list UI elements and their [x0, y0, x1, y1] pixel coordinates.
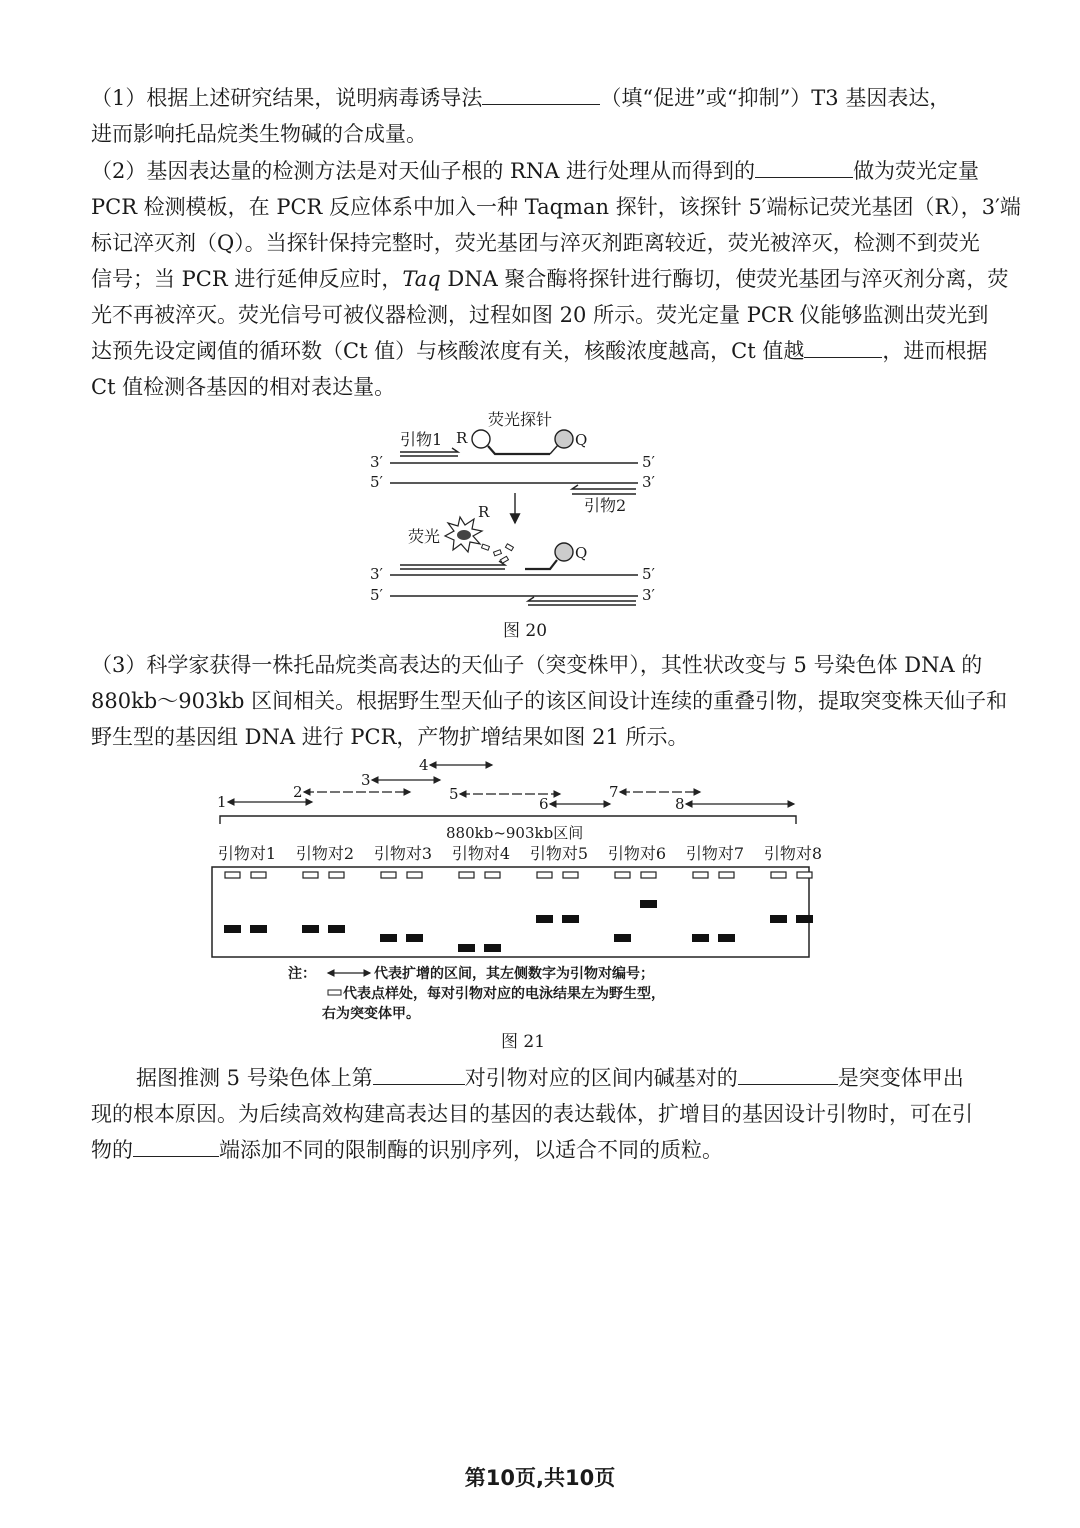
q2-line7: Ct 值检测各基因的相对表达量。	[91, 375, 396, 399]
gel-well	[225, 872, 240, 878]
answer-blank-1[interactable]	[482, 82, 600, 105]
q2-line3: 标记淬灭剂（Q）。当探针保持完整时，荧光基团与淬灭剂距离较近，荧光被淬灭，检测不到荧光	[91, 231, 980, 255]
answer-blank-6[interactable]	[133, 1134, 219, 1157]
q2-line5: 光不再被淬灭。荧光信号可被仪器检测，过程如图 20 所示。荧光定量 PCR 仪能够监测出荧光到	[91, 303, 989, 327]
extended-primer2	[528, 597, 636, 605]
gel-well	[407, 872, 422, 878]
segment-number: 3	[361, 771, 371, 789]
gel-well	[771, 872, 786, 878]
gel-well	[641, 872, 656, 878]
q1-line2: 进而影响托品烷类生物碱的合成量。	[91, 122, 427, 146]
primer1-arrow	[400, 448, 458, 456]
q2-line6-b: ，进而根据	[882, 339, 988, 363]
reporter-circle	[472, 430, 490, 448]
gel-well	[693, 872, 708, 878]
fig21-caption: 图 21	[501, 1032, 546, 1052]
gel-well	[329, 872, 344, 878]
gel-well	[563, 872, 578, 878]
gel-well	[537, 872, 552, 878]
R-label-bottom: R	[478, 503, 490, 521]
end-label: 5′	[370, 586, 383, 604]
end-label: 3′	[642, 586, 655, 604]
primer2-label: 引物2	[584, 496, 627, 515]
gel-band	[614, 934, 631, 942]
q3-line2: 880kb～903kb 区间相关。根据野生型天仙子的该区间设计连续的重叠引物，提取突变株天仙子和	[91, 689, 1008, 713]
gel-well	[719, 872, 734, 878]
gel-band	[484, 944, 501, 952]
gel-band	[328, 925, 345, 933]
page-footer: 第10页,共10页	[464, 1466, 616, 1490]
q4-line1-c: 是突变体甲出	[837, 1066, 964, 1090]
probe-label: 荧光探针	[488, 410, 553, 429]
released-reporter	[457, 530, 471, 540]
region-label: 880kb~903kb区间	[446, 824, 584, 842]
primer-pair-label: 引物对7	[685, 844, 745, 863]
segment-number: 6	[539, 795, 549, 813]
q2-line1	[91, 153, 979, 189]
gel-band	[796, 915, 813, 923]
gel-band	[718, 934, 735, 942]
quencher-circle	[555, 430, 573, 448]
q4-line3-b: 端添加不同的限制酶的识别序列，以适合不同的质粒。	[219, 1138, 723, 1162]
probe-fragment	[525, 560, 557, 569]
end-label: 5′	[642, 453, 655, 471]
note-line2: 代表点样处，每对引物对应的电泳结果左为野生型，	[343, 986, 665, 1002]
well-legend-icon	[328, 990, 341, 995]
gel-band	[458, 944, 475, 952]
answer-blank-5[interactable]	[738, 1062, 838, 1085]
Q-label-bottom: Q	[575, 544, 588, 562]
end-label: 5′	[642, 565, 655, 583]
q4-line3-a: 物的	[91, 1138, 133, 1162]
note-line1: 代表扩增的区间，其左侧数字为引物对编号；	[374, 966, 654, 982]
note-line3: 右为突变体甲。	[322, 1006, 420, 1022]
R-label-top: R	[456, 429, 468, 447]
q3-line3: 野生型的基因组 DNA 进行 PCR，产物扩增结果如图 21 所示。	[91, 725, 689, 749]
taq-italic: Taq	[402, 267, 441, 291]
q2-line4-a: 信号；当 PCR 进行延伸反应时，	[91, 267, 403, 291]
primer-pair-label: 引物对2	[295, 844, 355, 863]
answer-blank-4[interactable]	[373, 1062, 465, 1085]
gel-band	[562, 915, 579, 923]
gel-well	[459, 872, 474, 878]
gel-band	[536, 915, 553, 923]
end-label: 3′	[370, 453, 383, 471]
gel-band	[770, 915, 787, 923]
gel-band	[640, 900, 657, 908]
extended-primer1	[400, 561, 505, 569]
quencher-circle-2	[555, 543, 573, 561]
answer-blank-3[interactable]	[804, 335, 882, 358]
segment-number: 2	[293, 783, 303, 801]
q1-text-b: （填“促进”或“抑制”）T3 基因表达，	[600, 86, 951, 110]
gel-band	[224, 925, 241, 933]
gel-frame	[212, 867, 809, 957]
primer-pair-label: 引物对6	[607, 844, 667, 863]
gel-band	[692, 934, 709, 942]
q4-line1	[136, 1060, 964, 1096]
q2-line6	[91, 333, 987, 369]
primer-pair-label: 引物对4	[451, 844, 511, 863]
end-label: 5′	[370, 473, 383, 491]
fig20-caption: 图 20	[503, 621, 548, 641]
end-label: 3′	[370, 565, 383, 583]
primer-pair-label: 引物对5	[529, 844, 589, 863]
gel-well	[485, 872, 500, 878]
fluor-label: 荧光	[408, 527, 441, 546]
figure-21	[200, 752, 830, 1027]
q4-line3	[91, 1132, 723, 1168]
gel-band	[406, 934, 423, 942]
q4-line1-b: 对引物对应的区间内碱基对的	[464, 1066, 738, 1090]
end-label: 3′	[642, 473, 655, 491]
primer-pair-label: 引物对8	[763, 844, 823, 863]
segment-number: 5	[449, 785, 459, 803]
gel-band	[250, 925, 267, 933]
note-prefix: 注：	[288, 966, 316, 982]
region-bracket	[220, 816, 796, 824]
q1-text-a: （1）根据上述研究结果，说明病毒诱导法	[91, 86, 483, 110]
q2-line4-b: DNA 聚合酶将探针进行酶切，使荧光基团与淬灭剂分离，荧	[440, 267, 1009, 291]
primer1-label: 引物1	[400, 430, 443, 449]
q2-line2: PCR 检测模板，在 PCR 反应体系中加入一种 Taqman 探针，该探针 5′端标记荧光基团（R），3′端	[91, 195, 1021, 219]
primer-pair-label: 引物对1	[217, 844, 277, 863]
segment-number: 8	[675, 795, 685, 813]
q2-text-b: 做为荧光定量	[853, 159, 980, 183]
primer2-arrow	[572, 485, 636, 494]
gel-well	[797, 872, 812, 878]
figure-20	[360, 405, 680, 635]
q2-text-a: （2）基因表达量的检测方法是对天仙子根的 RNA 进行处理从而得到的	[91, 159, 756, 183]
primer-pair-label: 引物对3	[373, 844, 433, 863]
q2-line6-a: 达预先设定阈值的循环数（Ct 值）与核酸浓度有关，核酸浓度越高，Ct 值越	[91, 339, 805, 363]
gel-well	[381, 872, 396, 878]
segment-number: 4	[419, 756, 429, 774]
q1-line1	[91, 80, 950, 116]
gel-band	[302, 925, 319, 933]
q2-line4	[91, 261, 1008, 297]
segment-number: 7	[609, 783, 619, 801]
q3-line1: （3）科学家获得一株托品烷类高表达的天仙子（突变株甲），其性状改变与 5 号染色体 DNA 的	[91, 653, 983, 677]
q4-line2: 现的根本原因。为后续高效构建高表达目的基因的表达载体，扩增目的基因设计引物时，可在引	[91, 1102, 973, 1126]
probe-strand	[488, 446, 550, 454]
gel-well	[303, 872, 318, 878]
Q-label-top: Q	[575, 431, 588, 449]
gel-band	[380, 934, 397, 942]
gel-well	[615, 872, 630, 878]
answer-blank-2[interactable]	[755, 155, 853, 178]
segment-number: 1	[217, 793, 227, 811]
q4-line1-a: 据图推测 5 号染色体上第	[136, 1066, 373, 1090]
gel-well	[251, 872, 266, 878]
